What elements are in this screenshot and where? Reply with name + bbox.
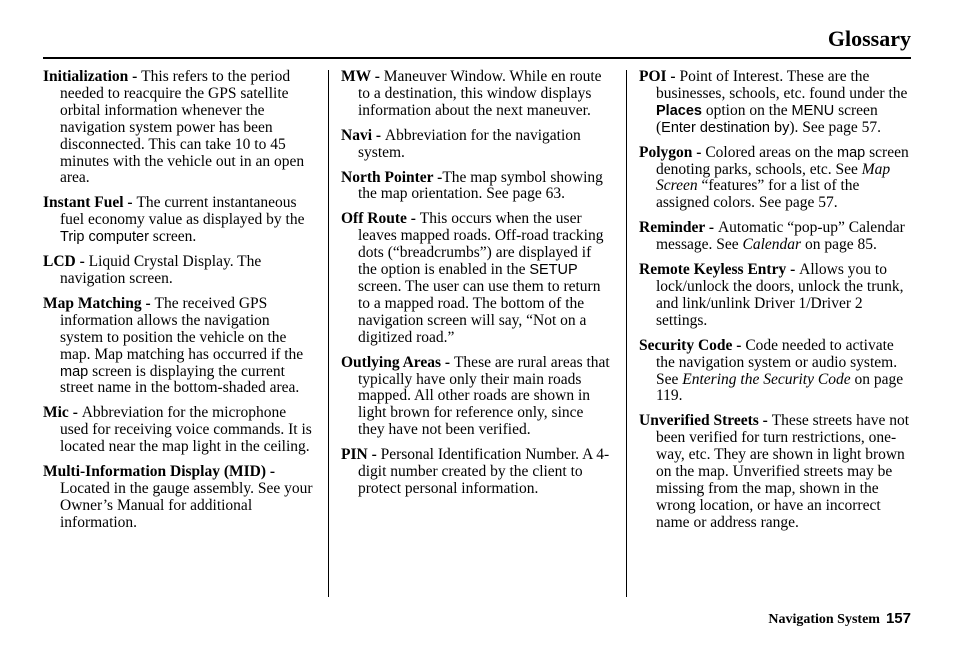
glossary-definition-text: The current instantaneous fuel economy value as displayed by the (60, 194, 305, 229)
glossary-entry (639, 413, 911, 531)
glossary-entry (43, 69, 315, 187)
glossary-term: Initialization - (43, 68, 142, 85)
glossary-column-1 (43, 69, 315, 540)
glossary-definition-text: on page 85. (801, 236, 877, 254)
glossary-entry (639, 69, 911, 137)
glossary-definition-text: Colored areas on the (705, 143, 838, 161)
glossary-definition-text: This occurs when the user leaves mapped roads. Off-road tracking dots (“breadcrumbs”) are displayed if the option is enabled in the (358, 210, 604, 279)
glossary-term: Unverified Streets - (639, 412, 772, 430)
glossary-definition-text: Point of Interest. These are the businesses, schools, etc. found under the (656, 68, 908, 102)
glossary-definition-text: Allows you to lock/unlock the doors, unlock the trunk, and link/unlink Driver 1/Driver 2 settings. (656, 261, 904, 329)
glossary-entry (341, 447, 613, 498)
glossary-entry (43, 405, 315, 456)
page-title: Glossary (827, 26, 911, 51)
column-divider (626, 70, 627, 597)
glossary-entry (341, 170, 613, 204)
glossary-definition-emphasis: SETUP (529, 262, 578, 279)
column-divider (328, 70, 329, 597)
glossary-term: Instant Fuel - (43, 194, 137, 212)
glossary-term: LCD - (43, 253, 89, 271)
glossary-definition-text: Located in the gauge assembly. See your Owner’s Manual for additional information. (60, 479, 313, 531)
glossary-term: PIN - (341, 446, 381, 464)
glossary-definition-text: These streets have not been verified for turn restrictions, one-way, etc. They are shown in light brown on the map. Unverified streets may be missing from the map, shown in the wrong location, or have an incorrect name or address range. (656, 412, 910, 531)
page-footer (768, 610, 911, 629)
glossary-term: Navi - (341, 126, 385, 144)
glossary-definition-emphasis: map (837, 144, 866, 161)
glossary-definition-text: Abbreviation for the navigation system. (358, 126, 581, 161)
glossary-entry (639, 338, 911, 406)
glossary-entry (341, 211, 613, 346)
glossary-term: Remote Keyless Entry - (639, 261, 800, 279)
glossary-entry (43, 195, 315, 246)
glossary-definition-text: “features” for a list of the assigned colors. See page 57. (656, 177, 860, 212)
glossary-definition-emphasis: Map Screen (656, 160, 891, 195)
glossary-entry (639, 220, 911, 254)
glossary-term: Security Code - (639, 336, 746, 354)
glossary-term: POI - (639, 68, 680, 85)
glossary-term: Outlying Areas - (341, 353, 454, 371)
glossary-term: Map Matching - (43, 294, 155, 312)
glossary-term: MW - (341, 68, 384, 85)
glossary-term: Polygon - (639, 143, 706, 161)
glossary-term: Multi-Information Display (MID) - (43, 463, 276, 481)
glossary-definition-text: screen ( (656, 101, 878, 136)
glossary-column-3 (639, 69, 911, 540)
glossary-definition-emphasis: Trip computer (60, 229, 149, 246)
footer-section-name: Navigation System (768, 612, 880, 627)
glossary-definition-emphasis: Calendar (742, 236, 802, 254)
glossary-definition-text: screen. The user can use them to return to a mapped road. The bottom of the navigation screen will say, “Not on a digitized road.” (358, 277, 601, 346)
glossary-definition-emphasis: MENU (791, 102, 835, 119)
glossary-entry (341, 355, 613, 440)
glossary-entry (639, 145, 911, 213)
glossary-definition-text: Code needed to activate the navigation system or audio system. See (656, 336, 898, 388)
glossary-column-2 (341, 69, 613, 506)
glossary-definition-text: ). See page 57. (789, 118, 882, 136)
glossary-definition-emphasis: Places (656, 102, 702, 119)
glossary-entry (43, 296, 315, 397)
glossary-term: North Pointer - (341, 168, 443, 186)
glossary-term: Reminder - (639, 219, 718, 237)
glossary-definition-text: on page 119. (656, 370, 904, 405)
glossary-definition-text: These are rural areas that typically have only their main roads mapped. All other roads are shown in light brown for reference only, since they have not been verified. (358, 353, 610, 439)
glossary-definition-text: option on the (701, 101, 792, 119)
glossary-definition-emphasis: map (60, 363, 89, 380)
glossary-definition-text: The received GPS information allows the navigation system to position the vehicle on the map. Map matching has occurred if the (60, 294, 304, 363)
title-rule (43, 57, 911, 59)
glossary-entry (43, 464, 315, 532)
page-number: 157 (885, 610, 911, 627)
glossary-term: Off Route - (341, 210, 420, 228)
glossary-definition-text: The map symbol showing the map orientation. See page 63. (358, 168, 603, 203)
glossary-definition-emphasis: Enter destination by (661, 119, 790, 136)
glossary-definition-text: screen denoting parks, schools, etc. See (656, 143, 909, 178)
glossary-term: Mic - (43, 404, 82, 422)
glossary-definition-text: Maneuver Window. While en route to a destination, this window displays information about the next maneuver. (358, 68, 602, 119)
glossary-entry (341, 69, 613, 120)
glossary-definition-text: Personal Identification Number. A 4-digit number created by the client to protect personal information. (358, 446, 610, 497)
glossary-definition-text: This refers to the period needed to reacquire the GPS satellite orbital information whenever the navigation system power has been disconnected. This can take 10 to 45 minutes with the vehicle out in an open area. (60, 68, 305, 187)
glossary-definition-text: screen is displaying the current street name in the bottom-shaded area. (60, 362, 300, 397)
glossary-definition-text: screen. (148, 228, 197, 246)
glossary-definition-emphasis: Entering the Security Code (682, 370, 851, 388)
glossary-entry (43, 254, 315, 288)
glossary-entry (341, 128, 613, 162)
glossary-entry (639, 262, 911, 330)
glossary-definition-text: Abbreviation for the microphone used for receiving voice commands. It is located near the map light in the ceiling. (60, 404, 312, 456)
glossary-definition-text: Liquid Crystal Display. The navigation screen. (60, 253, 262, 287)
glossary-definition-text: Automatic “pop-up” Calendar message. See (656, 219, 905, 254)
